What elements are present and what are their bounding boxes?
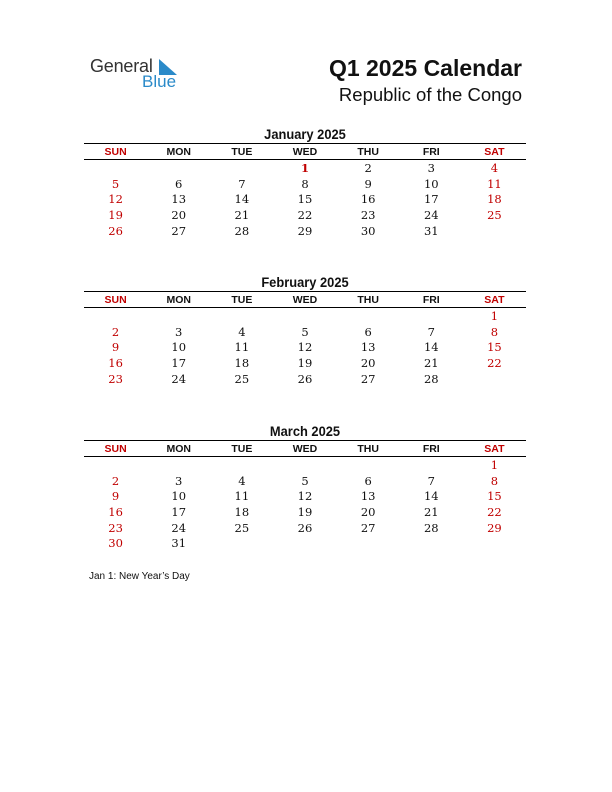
day-cell: 14 — [423, 340, 439, 355]
day-cell: 30 — [108, 536, 123, 551]
day-cell: 19 — [297, 355, 313, 370]
week-row — [84, 473, 526, 489]
weekday-header: WED — [273, 441, 336, 457]
day-cell: 9 — [364, 176, 372, 191]
day-cell: 18 — [234, 355, 250, 370]
empty-cell — [400, 535, 463, 551]
day-cell: 12 — [297, 489, 313, 504]
day-cell: 9 — [111, 340, 120, 355]
day-cell: 6 — [364, 324, 372, 339]
day-cell: 7 — [427, 473, 435, 488]
month-name: February 2025 — [261, 274, 349, 290]
day-cell: 28 — [423, 520, 439, 535]
day-cell: 4 — [238, 473, 246, 488]
day-cell: 10 — [171, 489, 187, 504]
day-cell: 27 — [360, 520, 376, 535]
day-cell: 30 — [360, 223, 376, 238]
weekday-header: FRI — [400, 144, 463, 160]
logo — [90, 56, 190, 96]
week-row — [84, 504, 526, 520]
day-cell: 8 — [490, 473, 499, 488]
day-cell: 10 — [171, 340, 187, 355]
day-cell: 19 — [297, 504, 313, 519]
day-cell: 11 — [234, 489, 250, 504]
day-cell: 18 — [234, 504, 250, 519]
day-cell: 19 — [108, 207, 123, 222]
page-title: Q1 2025 Calendar — [328, 55, 522, 81]
weekday-header: SAT — [463, 292, 526, 308]
month-february — [84, 273, 526, 386]
week-row — [84, 308, 526, 324]
day-cell: 25 — [234, 371, 250, 386]
empty-cell — [463, 371, 526, 387]
day-cell: 26 — [297, 371, 313, 386]
day-cell: 11 — [234, 340, 250, 355]
day-cell: 22 — [297, 207, 313, 222]
day-cell: 16 — [108, 355, 123, 370]
day-cell: 13 — [171, 192, 187, 207]
month-march — [84, 422, 526, 551]
day-cell: 23 — [108, 371, 123, 386]
day-cell: 27 — [171, 223, 187, 238]
week-row — [84, 191, 526, 207]
day-cell: 12 — [108, 192, 123, 207]
week-row — [84, 207, 526, 223]
day-cell: 18 — [487, 192, 502, 207]
day-cell: 20 — [360, 504, 376, 519]
empty-cell — [210, 457, 273, 473]
day-cell: 25 — [234, 520, 250, 535]
empty-cell — [337, 457, 400, 473]
weekday-header: SUN — [84, 144, 147, 160]
day-cell: 21 — [234, 207, 250, 222]
empty-cell — [210, 535, 273, 551]
day-cell: 20 — [360, 355, 376, 370]
weekday-header: THU — [337, 292, 400, 308]
weekday-header: FRI — [400, 441, 463, 457]
empty-cell — [84, 457, 147, 473]
week-row — [84, 457, 526, 473]
day-cell: 4 — [490, 160, 499, 175]
weekday-header: SAT — [463, 144, 526, 160]
day-cell: 15 — [297, 192, 313, 207]
day-cell: 29 — [487, 520, 502, 535]
day-cell: 13 — [360, 340, 376, 355]
day-cell: 29 — [297, 223, 313, 238]
day-cell: 7 — [238, 176, 246, 191]
day-cell: 1 — [490, 457, 499, 472]
day-cell: 2 — [364, 160, 372, 175]
day-cell: 17 — [423, 192, 439, 207]
week-row — [84, 339, 526, 355]
month-name: January 2025 — [264, 126, 346, 142]
day-cell: 31 — [171, 536, 187, 551]
weekday-header: FRI — [400, 292, 463, 308]
day-cell: 5 — [301, 324, 309, 339]
weekday-header: MON — [147, 441, 210, 457]
day-cell: 2 — [111, 473, 120, 488]
day-cell: 3 — [427, 160, 435, 175]
month-january — [84, 125, 526, 238]
weekday-header: WED — [273, 292, 336, 308]
day-cell: 28 — [234, 223, 250, 238]
calendar-grid — [84, 440, 526, 551]
empty-cell — [210, 160, 273, 176]
day-cell: 5 — [301, 473, 309, 488]
empty-cell — [337, 308, 400, 324]
day-cell: 25 — [487, 207, 502, 222]
week-row — [84, 488, 526, 504]
empty-cell — [463, 223, 526, 239]
day-cell: 23 — [360, 207, 376, 222]
empty-cell — [84, 160, 147, 176]
day-cell: 21 — [423, 504, 439, 519]
day-cell: 1 — [490, 308, 499, 323]
weekday-header: WED — [273, 144, 336, 160]
day-cell: 22 — [487, 504, 502, 519]
day-cell: 1 — [300, 160, 309, 175]
day-cell: 9 — [111, 489, 120, 504]
page-subtitle: Republic of the Congo — [338, 84, 522, 105]
week-row — [84, 223, 526, 239]
day-cell: 26 — [108, 223, 123, 238]
logo-text-general: General — [90, 56, 153, 76]
calendar-grid — [84, 143, 526, 238]
empty-cell — [273, 308, 336, 324]
day-cell: 15 — [487, 340, 502, 355]
empty-cell — [147, 457, 210, 473]
weekday-header-row — [84, 441, 526, 457]
week-row — [84, 160, 526, 176]
day-cell: 20 — [171, 207, 187, 222]
day-cell: 16 — [360, 192, 376, 207]
weekday-header: MON — [147, 144, 210, 160]
day-cell: 17 — [171, 504, 187, 519]
day-cell: 6 — [364, 473, 372, 488]
week-row — [84, 535, 526, 551]
day-cell: 21 — [423, 355, 439, 370]
day-cell: 2 — [111, 324, 120, 339]
weekday-header: TUE — [210, 441, 273, 457]
week-row — [84, 355, 526, 371]
week-row — [84, 371, 526, 387]
day-cell: 13 — [360, 489, 376, 504]
day-cell: 6 — [175, 176, 183, 191]
day-cell: 3 — [175, 324, 183, 339]
weekday-header: THU — [337, 144, 400, 160]
day-cell: 10 — [423, 176, 439, 191]
weekday-header: THU — [337, 441, 400, 457]
empty-cell — [147, 308, 210, 324]
day-cell: 8 — [490, 324, 499, 339]
empty-cell — [147, 160, 210, 176]
day-cell: 24 — [423, 207, 439, 222]
weekday-header: SUN — [84, 441, 147, 457]
day-cell: 26 — [297, 520, 313, 535]
weekday-header: TUE — [210, 144, 273, 160]
weekday-header: SUN — [84, 292, 147, 308]
day-cell: 23 — [108, 520, 123, 535]
empty-cell — [463, 535, 526, 551]
empty-cell — [400, 308, 463, 324]
day-cell: 31 — [423, 223, 439, 238]
week-row — [84, 520, 526, 536]
day-cell: 24 — [171, 520, 187, 535]
day-cell: 24 — [171, 371, 187, 386]
day-cell: 16 — [108, 504, 123, 519]
day-cell: 15 — [487, 489, 502, 504]
day-cell: 14 — [234, 192, 250, 207]
month-name: March 2025 — [269, 423, 341, 439]
day-cell: 8 — [301, 176, 309, 191]
calendar-grid — [84, 291, 526, 386]
weekday-header-row — [84, 292, 526, 308]
weekday-header: TUE — [210, 292, 273, 308]
empty-cell — [273, 457, 336, 473]
day-cell: 3 — [175, 473, 183, 488]
day-cell: 5 — [111, 176, 120, 191]
week-row — [84, 176, 526, 192]
day-cell: 7 — [427, 324, 435, 339]
day-cell: 14 — [423, 489, 439, 504]
day-cell: 12 — [297, 340, 313, 355]
empty-cell — [210, 308, 273, 324]
day-cell: 22 — [487, 355, 502, 370]
week-row — [84, 324, 526, 340]
logo-text-blue: Blue — [142, 72, 177, 91]
weekday-header: SAT — [463, 441, 526, 457]
day-cell: 4 — [238, 324, 246, 339]
empty-cell — [337, 535, 400, 551]
day-cell: 28 — [423, 371, 439, 386]
empty-cell — [273, 535, 336, 551]
holiday-note: Jan 1: New Year’s Day — [89, 571, 190, 582]
weekday-header-row — [84, 144, 526, 160]
day-cell: 27 — [360, 371, 376, 386]
empty-cell — [84, 308, 147, 324]
day-cell: 11 — [487, 176, 502, 191]
day-cell: 17 — [171, 355, 187, 370]
empty-cell — [400, 457, 463, 473]
weekday-header: MON — [147, 292, 210, 308]
